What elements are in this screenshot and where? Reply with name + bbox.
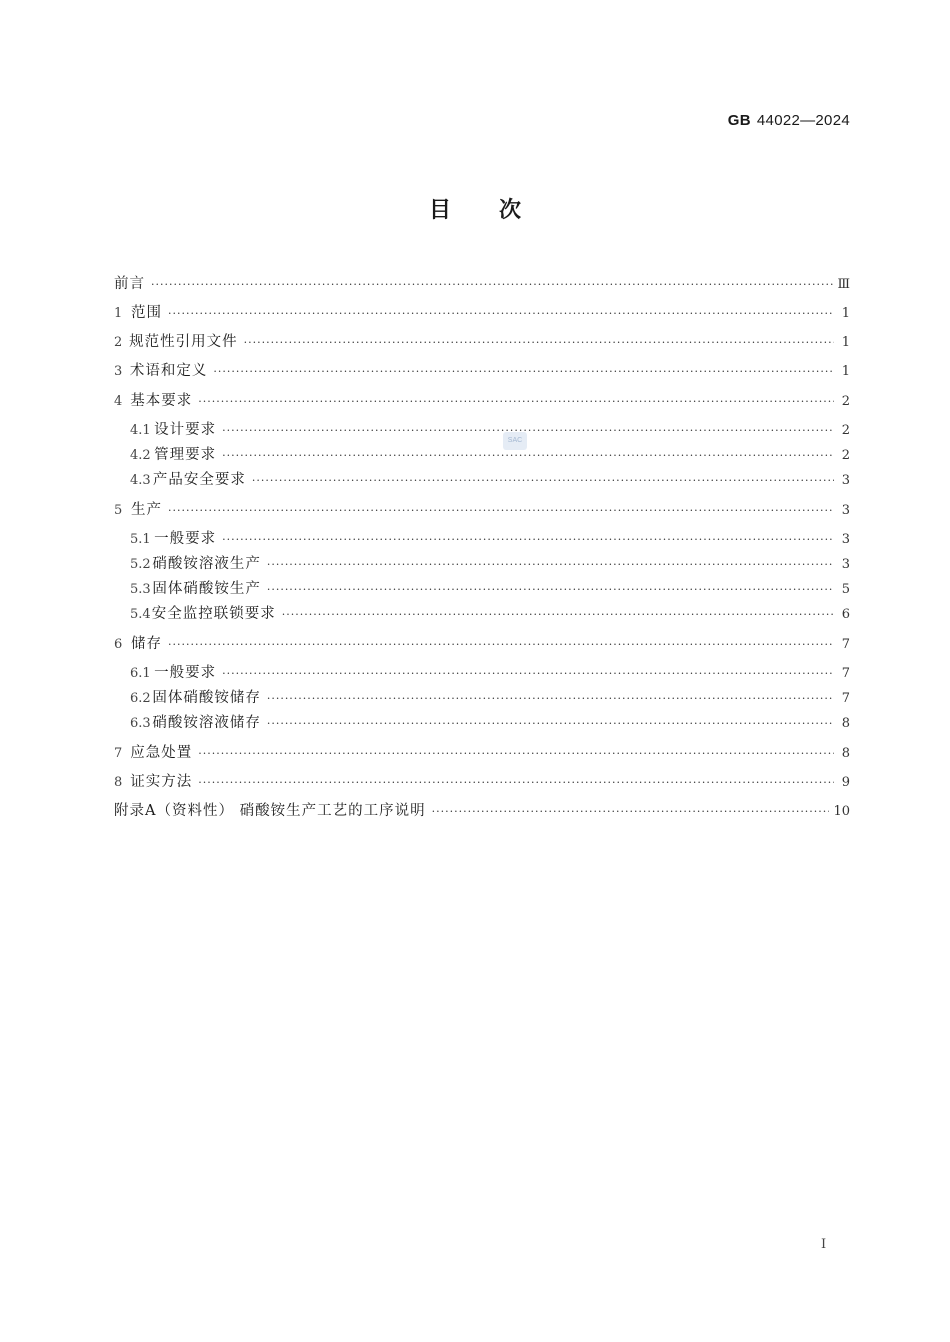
toc-label: 设计要求 bbox=[154, 422, 217, 438]
toc-page-number: 7 bbox=[841, 666, 850, 681]
toc-entry-2[interactable] bbox=[114, 332, 850, 352]
sac-watermark-logo: SAC bbox=[503, 432, 527, 450]
toc-label: 前言 bbox=[114, 276, 145, 292]
toc-label: 产品安全要求 bbox=[152, 472, 246, 488]
toc-entry-6-1[interactable] bbox=[130, 663, 850, 683]
toc-section-number: 4.3 bbox=[130, 473, 151, 488]
toc-label: 基本要求 bbox=[130, 393, 193, 409]
toc-label: 固体硝酸铵储存 bbox=[152, 690, 261, 706]
toc-leader-dots bbox=[252, 471, 834, 491]
toc-page-number: 7 bbox=[841, 691, 850, 706]
toc-page-number: 2 bbox=[841, 394, 850, 409]
toc-leader-dots bbox=[432, 802, 830, 822]
toc-leader-dots bbox=[267, 555, 834, 575]
toc-label: 一般要求 bbox=[154, 665, 217, 681]
toc-entry-7[interactable] bbox=[114, 743, 850, 763]
toc-label: 安全监控联锁要求 bbox=[151, 606, 276, 622]
toc-label: 管理要求 bbox=[154, 447, 217, 463]
toc-page-number: 1 bbox=[841, 335, 850, 350]
toc-leader-dots bbox=[282, 605, 834, 625]
toc-page-number: 3 bbox=[841, 532, 850, 547]
toc-page-number: 3 bbox=[841, 473, 850, 488]
toc-page-number: 10 bbox=[833, 804, 850, 819]
toc-page-number: Ⅲ bbox=[837, 277, 850, 292]
toc-leader-dots bbox=[198, 744, 834, 764]
toc-page-number: 1 bbox=[841, 306, 850, 321]
toc-label: 硝酸铵溶液储存 bbox=[152, 715, 261, 731]
toc-section-number: 5.3 bbox=[130, 582, 151, 597]
toc-label: 固体硝酸铵生产 bbox=[152, 581, 261, 597]
toc-page-number: 3 bbox=[841, 503, 850, 518]
toc-label: 术语和定义 bbox=[129, 363, 208, 379]
toc-label: 硝酸铵溶液生产 bbox=[152, 556, 261, 572]
toc-section-number: 4.2 bbox=[130, 448, 151, 463]
toc-leader-dots bbox=[168, 635, 834, 655]
toc-section-number: 6.1 bbox=[130, 666, 151, 681]
toc-label: 证实方法 bbox=[130, 774, 193, 790]
toc-section-number: 5 bbox=[114, 503, 123, 518]
toc-page-number: 1 bbox=[841, 364, 850, 379]
page-number-footer: I bbox=[821, 1237, 827, 1252]
toc-section-number: 1 bbox=[114, 306, 123, 321]
toc-leader-dots bbox=[198, 392, 834, 412]
toc-section-number: 8 bbox=[114, 775, 123, 790]
toc-label: 一般要求 bbox=[154, 531, 217, 547]
toc-entry-3[interactable] bbox=[114, 361, 850, 381]
toc-leader-dots bbox=[151, 275, 833, 295]
toc-section-number: 2 bbox=[114, 335, 123, 350]
toc-entry-6-3[interactable] bbox=[130, 713, 850, 733]
toc-entry-6[interactable] bbox=[114, 634, 850, 654]
toc-page-number: 3 bbox=[841, 557, 850, 572]
toc-leader-dots bbox=[222, 664, 834, 684]
standard-number-header bbox=[728, 112, 850, 129]
toc-section-number: 7 bbox=[114, 746, 123, 761]
toc-section-number: 5.4 bbox=[130, 607, 151, 622]
toc-leader-dots bbox=[244, 333, 834, 353]
toc-entry-8[interactable] bbox=[114, 772, 850, 792]
page-title: 目次 bbox=[428, 198, 569, 223]
toc-section-number: 5.1 bbox=[130, 532, 151, 547]
toc-leader-dots bbox=[222, 421, 834, 441]
toc-leader-dots bbox=[267, 714, 834, 734]
standard-code: 44022—2024 bbox=[756, 112, 850, 129]
toc-page-number: 9 bbox=[841, 775, 850, 790]
toc-entry-5-4[interactable] bbox=[130, 604, 850, 624]
toc-section-number: 6.3 bbox=[130, 716, 151, 731]
toc-leader-dots bbox=[213, 362, 834, 382]
toc-entry-foreword[interactable] bbox=[114, 274, 850, 294]
toc-section-number: 4.1 bbox=[130, 423, 151, 438]
toc-entry-5-1[interactable] bbox=[130, 529, 850, 549]
toc-page-number: 6 bbox=[841, 607, 850, 622]
toc-label: 附录A（资料性） 硝酸铵生产工艺的工序说明 bbox=[114, 803, 426, 819]
toc-page-number: 2 bbox=[841, 423, 850, 438]
toc-leader-dots bbox=[198, 773, 834, 793]
toc-entry-appendix-a[interactable] bbox=[114, 801, 850, 821]
toc-section-number: 4 bbox=[114, 394, 123, 409]
toc-entry-5-2[interactable] bbox=[130, 554, 850, 574]
toc-entry-6-2[interactable] bbox=[130, 688, 850, 708]
toc-label: 生产 bbox=[131, 502, 163, 518]
toc-leader-dots bbox=[267, 580, 834, 600]
toc-entry-4[interactable] bbox=[114, 391, 850, 411]
toc-page-number: 2 bbox=[841, 448, 850, 463]
toc-entry-4-2[interactable] bbox=[130, 445, 850, 465]
toc-leader-dots bbox=[222, 530, 834, 550]
toc-entry-5[interactable] bbox=[114, 500, 850, 520]
toc-entry-1[interactable] bbox=[114, 303, 850, 323]
toc-leader-dots bbox=[168, 501, 834, 521]
toc-label: 应急处置 bbox=[130, 745, 193, 761]
toc-label: 规范性引用文件 bbox=[129, 334, 238, 350]
toc-section-number: 6.2 bbox=[130, 691, 151, 706]
toc-section-number: 3 bbox=[114, 364, 123, 379]
toc-entry-4-3[interactable] bbox=[130, 470, 850, 490]
toc-page-number: 5 bbox=[841, 582, 850, 597]
toc-label: 储存 bbox=[131, 636, 163, 652]
toc-entry-5-3[interactable] bbox=[130, 579, 850, 599]
standard-prefix: GB bbox=[727, 112, 751, 129]
toc-section-number: 5.2 bbox=[130, 557, 151, 572]
toc-page-number: 8 bbox=[841, 716, 850, 731]
toc-leader-dots bbox=[168, 304, 834, 324]
toc-section-number: 6 bbox=[114, 637, 123, 652]
toc-page-number: 7 bbox=[841, 637, 850, 652]
toc-page-number: 8 bbox=[841, 746, 850, 761]
toc-label: 范围 bbox=[131, 305, 163, 321]
toc-leader-dots bbox=[267, 689, 834, 709]
toc-leader-dots bbox=[222, 446, 834, 466]
toc-entry-4-1[interactable] bbox=[130, 420, 850, 440]
